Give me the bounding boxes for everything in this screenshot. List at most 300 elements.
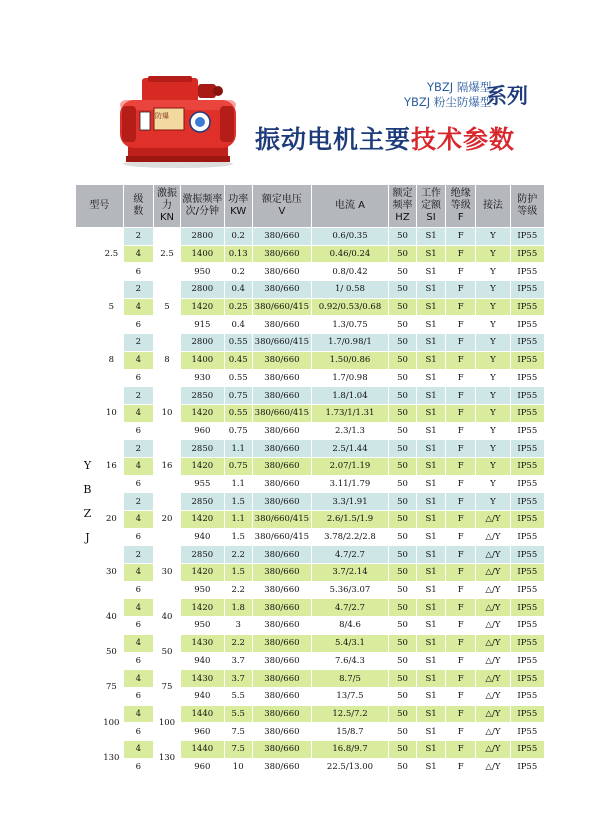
table-row	[76, 758, 545, 776]
current-cell: 13/7.5	[312, 687, 389, 705]
power-cell: 2.2	[224, 581, 252, 599]
current-cell: 2.3/1.3	[312, 422, 389, 440]
frequency-cell: 940	[181, 687, 225, 705]
power-cell: 1.8	[224, 599, 252, 617]
protection-cell: IP55	[510, 387, 544, 405]
duty-cell: S1	[417, 281, 446, 299]
power-cell: 0.55	[224, 404, 252, 422]
column-header-9	[446, 185, 476, 228]
insulation-cell: F	[446, 705, 476, 723]
power-cell: 0.55	[224, 334, 252, 352]
power-cell: 3.7	[224, 670, 252, 688]
table-row	[76, 422, 545, 440]
duty-cell: S1	[417, 723, 446, 741]
frequency-cell: 1420	[181, 564, 225, 582]
current-cell: 2.5/1.44	[312, 440, 389, 458]
voltage-cell: 380/660	[252, 652, 311, 670]
frequency-cell: 2850	[181, 387, 225, 405]
power-cell: 10	[224, 758, 252, 776]
insulation-cell: F	[446, 564, 476, 582]
duty-cell: S1	[417, 493, 446, 511]
frequency-cell: 960	[181, 723, 225, 741]
connection-cell: △/Y	[476, 528, 510, 546]
voltage-cell: 380/660	[252, 705, 311, 723]
poles-cell: 6	[123, 369, 153, 387]
duty-cell: S1	[417, 457, 446, 475]
table-row	[76, 564, 545, 582]
force-cell: 50	[153, 634, 180, 669]
connection-cell: △/Y	[476, 599, 510, 617]
column-header-line: 激振频率	[182, 194, 223, 205]
current-cell: 3.7/2.14	[312, 564, 389, 582]
current-cell: 8/4.6	[312, 617, 389, 635]
power-cell: 0.25	[224, 298, 252, 316]
current-cell: 7.6/4.3	[312, 652, 389, 670]
table-row	[76, 263, 545, 281]
voltage-cell: 380/660	[252, 617, 311, 635]
duty-cell: S1	[417, 351, 446, 369]
protection-cell: IP55	[510, 298, 544, 316]
voltage-cell: 380/660	[252, 422, 311, 440]
connection-cell: △/Y	[476, 740, 510, 758]
connection-cell: Y	[476, 298, 510, 316]
poles-cell: 6	[123, 581, 153, 599]
series-line-1: YBZJ 隔爆型	[427, 80, 492, 94]
duty-cell: S1	[417, 652, 446, 670]
current-cell: 1.50/0.86	[312, 351, 389, 369]
power-cell: 5.5	[224, 705, 252, 723]
duty-cell: S1	[417, 581, 446, 599]
rated-hz-cell: 50	[388, 475, 416, 493]
column-header-3	[181, 185, 225, 228]
poles-cell: 2	[123, 493, 153, 511]
voltage-cell: 380/660	[252, 475, 311, 493]
power-cell: 0.75	[224, 422, 252, 440]
page-title-part-2: 技术参数	[411, 125, 516, 154]
connection-cell: Y	[476, 440, 510, 458]
poles-cell: 6	[123, 617, 153, 635]
voltage-cell: 380/660/415	[252, 511, 311, 529]
rated-hz-cell: 50	[388, 298, 416, 316]
duty-cell: S1	[417, 740, 446, 758]
table-row	[76, 369, 545, 387]
duty-cell: S1	[417, 617, 446, 635]
current-cell: 4.7/2.7	[312, 599, 389, 617]
force-cell: 5	[153, 281, 180, 334]
protection-cell: IP55	[510, 245, 544, 263]
column-header-0	[76, 185, 124, 228]
rated-hz-cell: 50	[388, 546, 416, 564]
column-header-line: KN	[159, 212, 174, 223]
connection-cell: Y	[476, 387, 510, 405]
duty-cell: S1	[417, 298, 446, 316]
duty-cell: S1	[417, 228, 446, 246]
poles-cell: 6	[123, 528, 153, 546]
protection-cell: IP55	[510, 528, 544, 546]
table-header-row	[76, 185, 545, 228]
connection-cell: Y	[476, 457, 510, 475]
rated-hz-cell: 50	[388, 634, 416, 652]
connection-cell: Y	[476, 228, 510, 246]
force-cell: 75	[153, 670, 180, 705]
insulation-cell: F	[446, 670, 476, 688]
duty-cell: S1	[417, 687, 446, 705]
current-cell: 22.5/13.00	[312, 758, 389, 776]
duty-cell: S1	[417, 475, 446, 493]
frequency-cell: 950	[181, 617, 225, 635]
poles-cell: 2	[123, 387, 153, 405]
frequency-cell: 1440	[181, 705, 225, 723]
protection-cell: IP55	[510, 457, 544, 475]
insulation-cell: F	[446, 758, 476, 776]
column-header-line: 定额	[421, 200, 442, 211]
current-cell: 3.3/1.91	[312, 493, 389, 511]
current-cell: 1.7/0.98	[312, 369, 389, 387]
series-label	[404, 80, 491, 110]
duty-cell: S1	[417, 705, 446, 723]
column-header-line: 工作	[421, 188, 442, 199]
voltage-cell: 380/660/415	[252, 334, 311, 352]
power-cell: 0.13	[224, 245, 252, 263]
connection-cell: △/Y	[476, 723, 510, 741]
frequency-cell: 2850	[181, 440, 225, 458]
motor-nameplate-text: 防爆	[155, 112, 169, 120]
current-cell: 5.36/3.07	[312, 581, 389, 599]
column-header-line: 防护	[517, 194, 538, 205]
insulation-cell: F	[446, 228, 476, 246]
poles-cell: 6	[123, 422, 153, 440]
poles-cell: 2	[123, 228, 153, 246]
protection-cell: IP55	[510, 351, 544, 369]
column-header-5	[252, 185, 311, 228]
voltage-cell: 380/660/415	[252, 404, 311, 422]
connection-cell: Y	[476, 351, 510, 369]
frequency-cell: 1420	[181, 404, 225, 422]
force-cell: 8	[153, 334, 180, 387]
connection-cell: △/Y	[476, 652, 510, 670]
protection-cell: IP55	[510, 723, 544, 741]
power-cell: 0.75	[224, 457, 252, 475]
force-cell: 130	[153, 740, 180, 775]
size-cell: 50	[99, 634, 123, 669]
power-cell: 1.5	[224, 564, 252, 582]
current-cell: 0.6/0.35	[312, 228, 389, 246]
insulation-cell: F	[446, 652, 476, 670]
rated-hz-cell: 50	[388, 687, 416, 705]
frequency-cell: 1430	[181, 634, 225, 652]
duty-cell: S1	[417, 245, 446, 263]
insulation-cell: F	[446, 422, 476, 440]
insulation-cell: F	[446, 351, 476, 369]
column-header-line: 力	[161, 200, 172, 211]
force-cell: 10	[153, 387, 180, 440]
insulation-cell: F	[446, 457, 476, 475]
insulation-cell: F	[446, 245, 476, 263]
poles-cell: 6	[123, 475, 153, 493]
connection-cell: Y	[476, 475, 510, 493]
table-row	[76, 228, 545, 246]
current-cell: 0.8/0.42	[312, 263, 389, 281]
insulation-cell: F	[446, 263, 476, 281]
column-header-2	[153, 185, 180, 228]
table-row	[76, 723, 545, 741]
frequency-cell: 955	[181, 475, 225, 493]
power-cell: 1.1	[224, 440, 252, 458]
table-row	[76, 298, 545, 316]
model-letter: J	[85, 530, 90, 544]
current-cell: 3.78/2.2/2.8	[312, 528, 389, 546]
force-cell: 40	[153, 599, 180, 634]
table-row	[76, 705, 545, 723]
table-row	[76, 245, 545, 263]
column-header-line: F	[457, 212, 464, 223]
rated-hz-cell: 50	[388, 670, 416, 688]
duty-cell: S1	[417, 564, 446, 582]
insulation-cell: F	[446, 511, 476, 529]
poles-cell: 6	[123, 652, 153, 670]
protection-cell: IP55	[510, 511, 544, 529]
connection-cell: △/Y	[476, 546, 510, 564]
rated-hz-cell: 50	[388, 440, 416, 458]
connection-cell: △/Y	[476, 581, 510, 599]
rated-hz-cell: 50	[388, 723, 416, 741]
frequency-cell: 940	[181, 528, 225, 546]
frequency-cell: 1440	[181, 740, 225, 758]
current-cell: 16.8/9.7	[312, 740, 389, 758]
size-cell: 30	[99, 546, 123, 599]
page-title-part-1: 振动电机主要	[255, 125, 412, 154]
duty-cell: S1	[417, 440, 446, 458]
protection-cell: IP55	[510, 404, 544, 422]
protection-cell: IP55	[510, 440, 544, 458]
model-letter: Y	[83, 458, 92, 472]
size-cell: 100	[99, 705, 123, 740]
voltage-cell: 380/660	[252, 599, 311, 617]
connection-cell: △/Y	[476, 617, 510, 635]
voltage-cell: 380/660	[252, 387, 311, 405]
protection-cell: IP55	[510, 740, 544, 758]
column-header-line: 频率	[392, 200, 413, 211]
rated-hz-cell: 50	[388, 493, 416, 511]
connection-cell: △/Y	[476, 670, 510, 688]
voltage-cell: 380/660	[252, 263, 311, 281]
voltage-cell: 380/660	[252, 740, 311, 758]
size-cell: 40	[99, 599, 123, 634]
power-cell: 0.2	[224, 228, 252, 246]
insulation-cell: F	[446, 634, 476, 652]
frequency-cell: 1420	[181, 457, 225, 475]
connection-cell: Y	[476, 334, 510, 352]
frequency-cell: 960	[181, 758, 225, 776]
rated-hz-cell: 50	[388, 740, 416, 758]
current-cell: 5.4/3.1	[312, 634, 389, 652]
connection-cell: Y	[476, 369, 510, 387]
force-cell: 2.5	[153, 228, 180, 281]
connection-cell: △/Y	[476, 705, 510, 723]
voltage-cell: 380/660	[252, 245, 311, 263]
power-cell: 3.7	[224, 652, 252, 670]
table-row	[76, 316, 545, 334]
rated-hz-cell: 50	[388, 422, 416, 440]
rated-hz-cell: 50	[388, 263, 416, 281]
power-cell: 0.75	[224, 387, 252, 405]
power-cell: 1.1	[224, 475, 252, 493]
force-cell: 20	[153, 493, 180, 546]
table-row	[76, 475, 545, 493]
protection-cell: IP55	[510, 369, 544, 387]
insulation-cell: F	[446, 440, 476, 458]
table-row	[76, 528, 545, 546]
column-header-line: HZ	[395, 212, 410, 223]
current-cell: 8.7/5	[312, 670, 389, 688]
protection-cell: IP55	[510, 228, 544, 246]
rated-hz-cell: 50	[388, 617, 416, 635]
vibration-motor-image	[118, 76, 238, 168]
connection-cell: Y	[476, 263, 510, 281]
column-header-line: 等级	[450, 200, 471, 211]
insulation-cell: F	[446, 528, 476, 546]
column-header-line: KW	[230, 206, 247, 217]
connection-cell: △/Y	[476, 511, 510, 529]
poles-cell: 4	[123, 634, 153, 652]
column-header-line: SI	[426, 212, 436, 223]
frequency-cell: 1420	[181, 511, 225, 529]
table-row	[76, 457, 545, 475]
current-cell: 0.46/0.24	[312, 245, 389, 263]
frequency-cell: 960	[181, 422, 225, 440]
rated-hz-cell: 50	[388, 705, 416, 723]
rated-hz-cell: 50	[388, 351, 416, 369]
poles-cell: 6	[123, 263, 153, 281]
power-cell: 7.5	[224, 740, 252, 758]
connection-cell: Y	[476, 316, 510, 334]
poles-cell: 4	[123, 351, 153, 369]
poles-cell: 4	[123, 457, 153, 475]
force-cell: 100	[153, 705, 180, 740]
protection-cell: IP55	[510, 281, 544, 299]
protection-cell: IP55	[510, 617, 544, 635]
table-row	[76, 652, 545, 670]
connection-cell: Y	[476, 245, 510, 263]
duty-cell: S1	[417, 546, 446, 564]
protection-cell: IP55	[510, 634, 544, 652]
poles-cell: 4	[123, 564, 153, 582]
poles-cell: 2	[123, 546, 153, 564]
power-cell: 5.5	[224, 687, 252, 705]
protection-cell: IP55	[510, 705, 544, 723]
column-header-8	[417, 185, 446, 228]
duty-cell: S1	[417, 670, 446, 688]
table-row	[76, 634, 545, 652]
protection-cell: IP55	[510, 475, 544, 493]
poles-cell: 4	[123, 404, 153, 422]
protection-cell: IP55	[510, 581, 544, 599]
table-row	[76, 617, 545, 635]
rated-hz-cell: 50	[388, 245, 416, 263]
poles-cell: 6	[123, 758, 153, 776]
power-cell: 3	[224, 617, 252, 635]
frequency-cell: 1420	[181, 599, 225, 617]
insulation-cell: F	[446, 740, 476, 758]
table-row	[76, 511, 545, 529]
frequency-cell: 1400	[181, 245, 225, 263]
frequency-cell: 940	[181, 652, 225, 670]
rated-hz-cell: 50	[388, 564, 416, 582]
size-cell: 5	[99, 281, 123, 334]
table-row	[76, 687, 545, 705]
current-cell: 3.11/1.79	[312, 475, 389, 493]
power-cell: 0.45	[224, 351, 252, 369]
rated-hz-cell: 50	[388, 316, 416, 334]
duty-cell: S1	[417, 316, 446, 334]
voltage-cell: 380/660	[252, 457, 311, 475]
power-cell: 1.5	[224, 528, 252, 546]
current-cell: 1.8/1.04	[312, 387, 389, 405]
page-title	[255, 120, 515, 156]
protection-cell: IP55	[510, 599, 544, 617]
poles-cell: 2	[123, 281, 153, 299]
protection-cell: IP55	[510, 334, 544, 352]
duty-cell: S1	[417, 634, 446, 652]
rated-hz-cell: 50	[388, 511, 416, 529]
duty-cell: S1	[417, 758, 446, 776]
current-cell: 12.5/7.2	[312, 705, 389, 723]
power-cell: 0.55	[224, 369, 252, 387]
table-row	[76, 440, 545, 458]
spec-table	[75, 184, 545, 776]
power-cell: 2.2	[224, 634, 252, 652]
rated-hz-cell: 50	[388, 228, 416, 246]
column-header-1	[123, 185, 153, 228]
protection-cell: IP55	[510, 263, 544, 281]
table-row	[76, 581, 545, 599]
current-cell: 1.73/1/1.31	[312, 404, 389, 422]
rated-hz-cell: 50	[388, 652, 416, 670]
voltage-cell: 380/660	[252, 758, 311, 776]
connection-cell: Y	[476, 404, 510, 422]
insulation-cell: F	[446, 723, 476, 741]
table-row	[76, 670, 545, 688]
column-header-11	[510, 185, 544, 228]
rated-hz-cell: 50	[388, 404, 416, 422]
insulation-cell: F	[446, 334, 476, 352]
power-cell: 2.2	[224, 546, 252, 564]
size-cell: 16	[99, 440, 123, 493]
insulation-cell: F	[446, 369, 476, 387]
force-cell: 30	[153, 546, 180, 599]
voltage-cell: 380/660	[252, 687, 311, 705]
poles-cell: 4	[123, 298, 153, 316]
table-row	[76, 493, 545, 511]
protection-cell: IP55	[510, 493, 544, 511]
voltage-cell: 380/660	[252, 369, 311, 387]
size-cell: 8	[99, 334, 123, 387]
frequency-cell: 2800	[181, 228, 225, 246]
frequency-cell: 950	[181, 581, 225, 599]
size-cell: 10	[99, 387, 123, 440]
poles-cell: 2	[123, 440, 153, 458]
insulation-cell: F	[446, 687, 476, 705]
voltage-cell: 380/660/415	[252, 528, 311, 546]
column-header-line: 等级	[517, 206, 538, 217]
insulation-cell: F	[446, 493, 476, 511]
frequency-cell: 1430	[181, 670, 225, 688]
poles-cell: 4	[123, 245, 153, 263]
protection-cell: IP55	[510, 316, 544, 334]
voltage-cell: 380/660	[252, 564, 311, 582]
current-cell: 2.07/1.19	[312, 457, 389, 475]
power-cell: 7.5	[224, 723, 252, 741]
